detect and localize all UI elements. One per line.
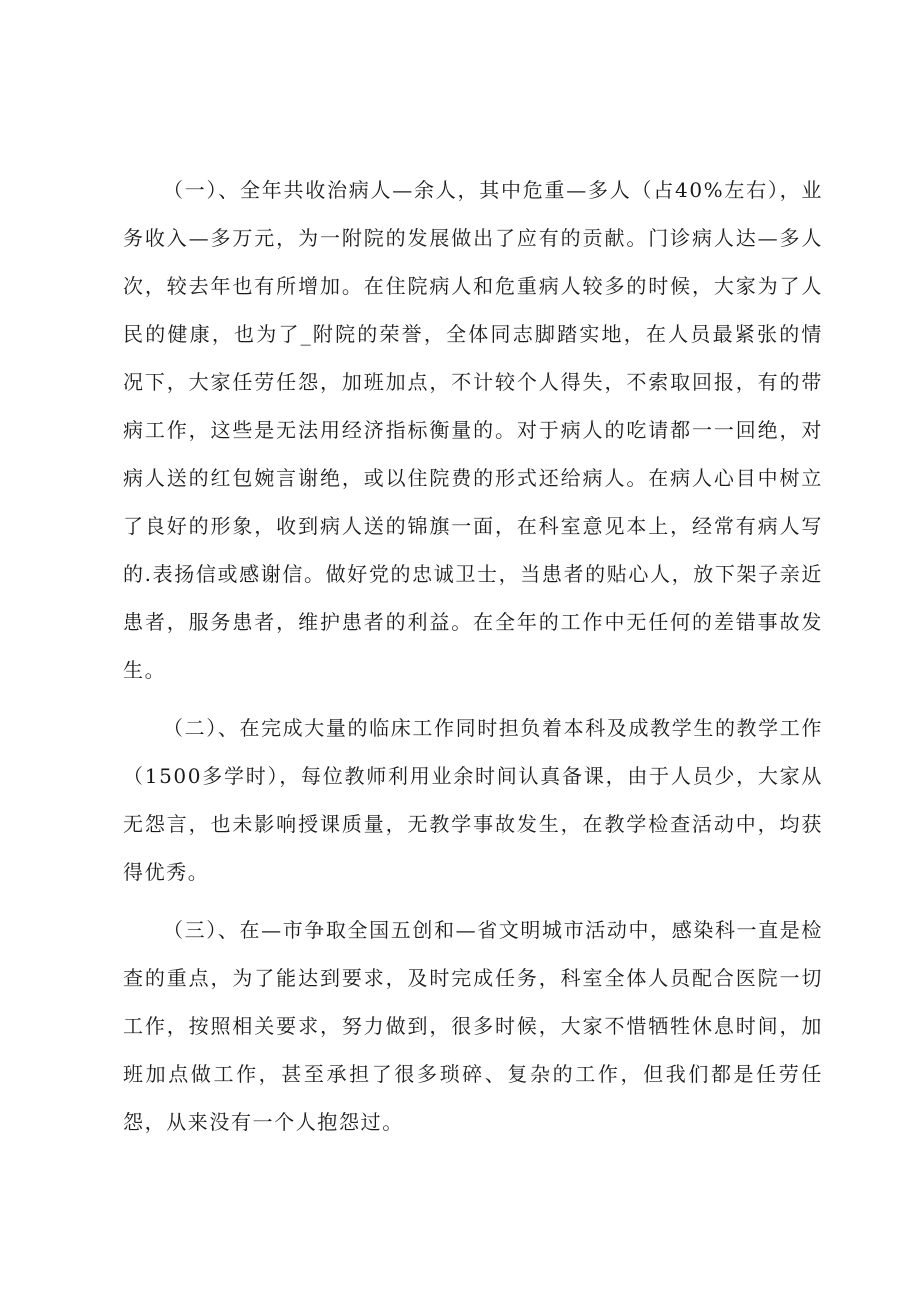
paragraph-3: （三）、在—市争取全国五创和—省文明城市活动中，感染科一直是检查的重点，为了能达到要求，及时完成任务，科室全体人员配合医院一切工作，按照相关要求，努力做到，很多时候，大家不惜牺牲休息时间，加班加点做工作，甚至承担了很多琐碎、复杂的工作，但我们都是任劳任怨，从来没有一个人抱怨过。 — [123, 918, 823, 1134]
paragraph-1: （一）、全年共收治病人—余人，其中危重—多人（占40%左右），业务收入—多万元，为一附院的发展做出了应有的贡献。门诊病人达—多人次，较去年也有所增加。在住院病人和危重病人较多的时候，大家为了人民的健康，也为了_附院的荣誉，全体同志脚踏实地，在人员最紧张的情况下，大家任劳任怨，加班加点，不计较个人得失，不索取回报，有的带病工作，这些是无法用经济指标衡量的。对于病人的吃请都一一回绝，对病人送的红包婉言谢绝，或以住院费的形式还给病人。在病人心目中树立了良好的形象，收到病人送的锦旗一面，在科室意见本上，经常有病人写的.表扬信或感谢信。做好党的忠诚卫士，当患者的贴心人，放下架子亲近患者，服务患者，维护患者的利益。在全年的工作中无任何的差错事故发生。 — [123, 178, 823, 682]
paragraph-2: （二）、在完成大量的临床工作同时担负着本科及成教学生的教学工作（1500多学时），每位教师利用业余时间认真备课，由于人员少，大家从无怨言，也未影响授课质量，无教学事故发生，在教学检查活动中，均获得优秀。 — [123, 716, 823, 884]
document-body — [123, 166, 823, 1156]
